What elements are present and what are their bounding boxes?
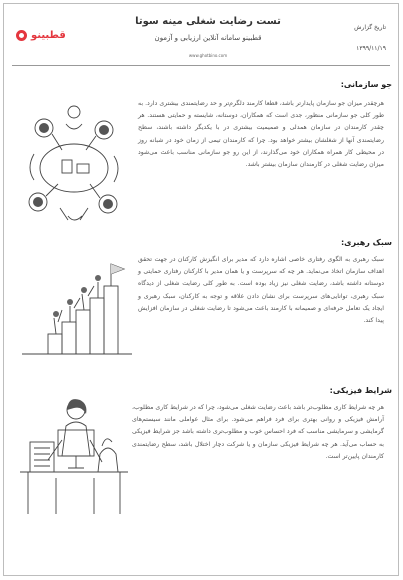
climbing-stairs-illustration (18, 260, 136, 360)
report-subtitle: قطبینو سامانه آنلاین ارزیابی و آزمون (154, 34, 262, 42)
woman-at-desk-illustration (16, 396, 132, 518)
report-title: تست رضایت شغلی مینه سوتا (135, 16, 281, 27)
report-header (12, 10, 390, 70)
report-page (3, 3, 399, 576)
website-url: www.ghotbino.com (188, 53, 228, 58)
section-text-physical: هر چه شرایط کاری مطلوب‌تر باشد باعث رضایت شغلی می‌شود، چرا که در شرایط کاری مطلوب، آرامش فیزیکی و روانی بهتری برای فرد فراهم می‌شود. برای مثال عواملی مانند سیستم‌های گرمایشی و سرمایشی مناسب که فرد احساس خوب و مطلوب‌تری داشته باشد جز شرایط فیزیکی به حساب می‌آید. هر چه شرایط فیزیکی سازمان و یا شرکت دچار اختلال باشد، سطح رضایتمندی کارمندان پایین‌تر است. (132, 404, 384, 460)
meeting-table-illustration (22, 104, 126, 232)
date-value: ۱۳۹۹/۱۱/۱۹ (356, 45, 386, 52)
section-text-leadership: سبک رهبری به الگوی رفتاری خاصی اشاره دارد که مدیر برای انگیزش کارکنان در جهت تحقق اهداف سازمان اتخاذ می‌نماید. هر چه که سرپرست و یا همان مدیر با کارکنان رفتاری حمایتی و دوستانه داشته باشد، رضایت شغلی نیز زیاد بوده است. به طور کلی رضایت شغلی از دیدگاه سبک رهبری، توانایی‌های سرپرست برای نشان دادن علاقه و توجه به کارکنان، سبک رهبری و ایجاد یک تعامل حرفه‌ای و صمیمانه با کارمند باعث می‌شود تا رضایت شغلی در سازمان افزایش پیدا کند. (138, 256, 384, 325)
logo-ring-icon (16, 30, 27, 41)
section-text-climate: هرچقدر میزان جو سازمان پایدارتر باشد، قطعا کارمند دلگرم‌تر و حد رضایتمندی بیشتری دارد. به طور کلی جو سازمانی منظور، جدی است که همکاران، دوستانه، شایسته و حمایتی هستند. هر چقدر کارمندان در سازمان همدلی و صمیمیت بیشتری در با یکدیگر داشته باشند، سطح رضایتمندی آنها از شغلشان بیشتر خواهد بود. چرا که کارمندان تیمی از زمان خود در شبانه روز در محیطی کار همراه همکاران خود می‌گذارند، از این رو جو سازمانی مناسب باعث می‌شود میزان رضایت شغلی در کارمندان سازمان بیشتر باشد. (138, 100, 384, 169)
section-title-climate: جو سازمانی: (340, 80, 392, 89)
header-divider (12, 65, 390, 66)
logo-text: قطبینو (31, 30, 66, 41)
section-title-leadership: سبک رهبری: (340, 238, 392, 247)
section-title-physical: شرایط فیزیکی: (329, 386, 392, 395)
ghotbino-logo (16, 30, 66, 41)
date-label: تاریخ گزارش (354, 24, 386, 31)
